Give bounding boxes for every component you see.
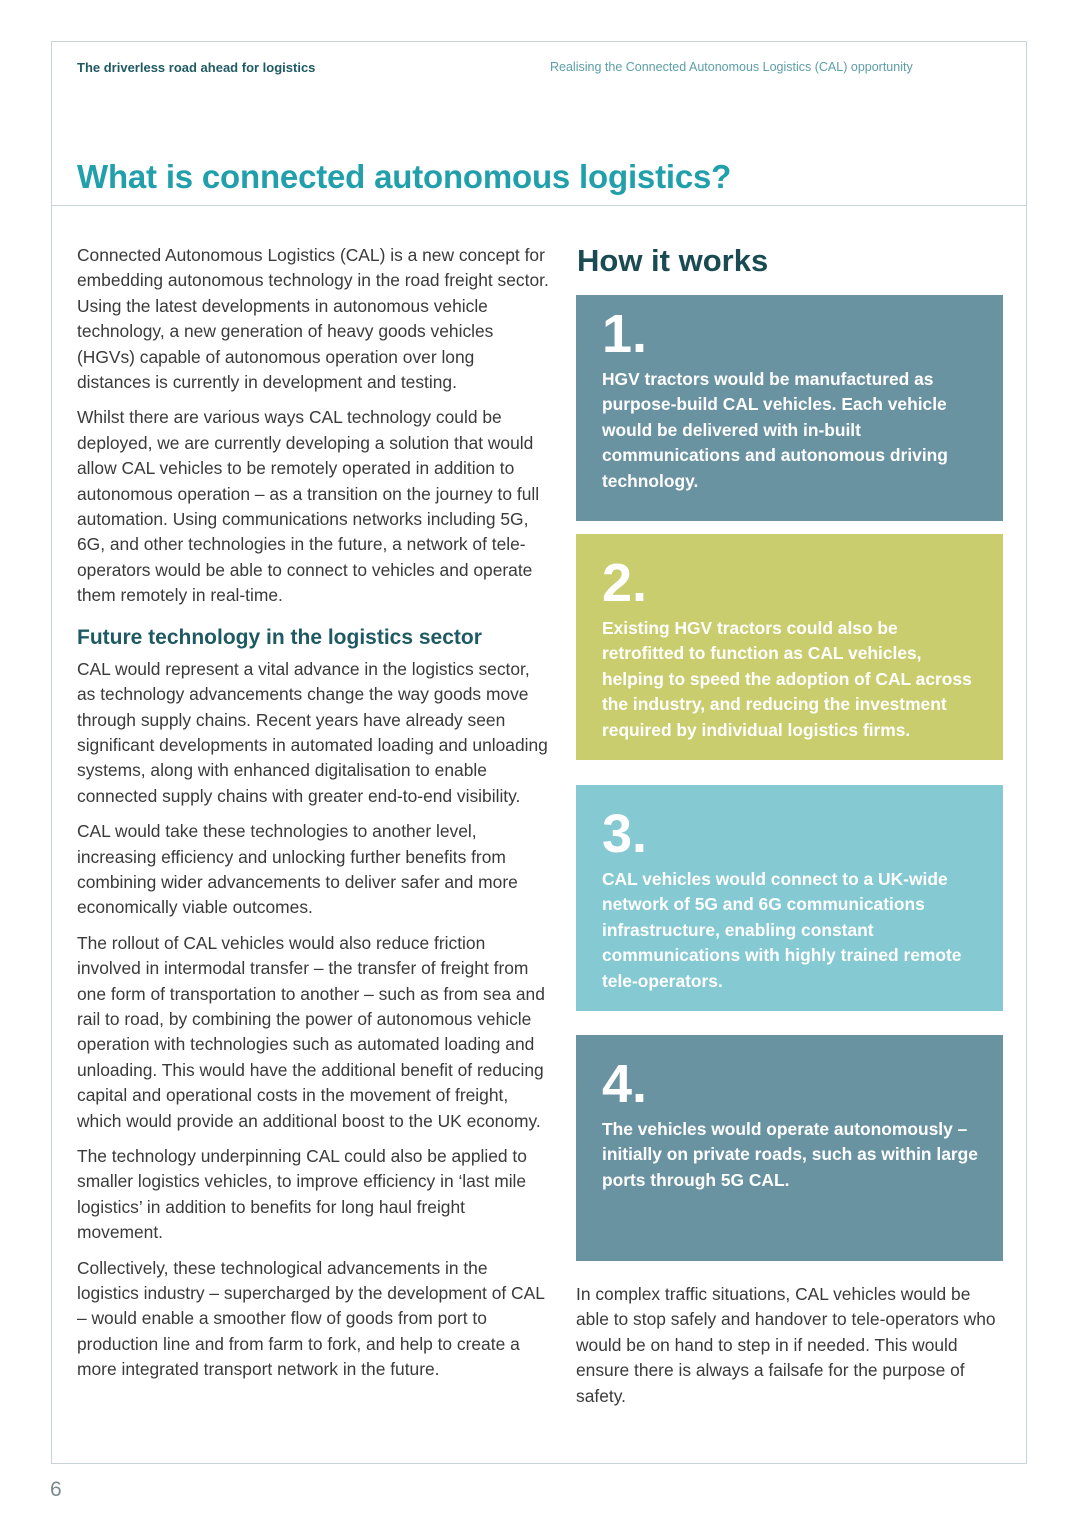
step-text: HGV tractors would be manufactured as purpose-build CAL vehicles. Each vehicle would be delivered with in-built communications and autonomous driving technology.	[602, 369, 948, 491]
paragraph: CAL would represent a vital advance in the logistics sector, as technology advancements change the way goods move through supply chains. Recent years have already seen significant developments in automated loading and unloading systems, along with enhanced digitalisation to enable connected supply chains with greater end-to-end visibility.	[77, 658, 548, 806]
step-number: 4.	[602, 1054, 648, 1114]
paragraph: Collectively, these technological advancements in the logistics industry – supercharged by the development of CAL – would enable a smoother flow of goods from port to production line and from farm to fork, and help to create a more integrated transport network in the future.	[77, 1257, 545, 1380]
safety-note: In complex traffic situations, CAL vehicles would be able to stop safely and handover to tele-operators who would be on hand to step in if needed. This would ensure there is always a failsafe for the purpose of safety.	[576, 1284, 996, 1406]
step-number: 3.	[602, 804, 648, 864]
running-header-left: The driverless road ahead for logistics	[77, 60, 316, 75]
step-number: 1.	[602, 304, 648, 364]
how-it-works-title: How it works	[577, 243, 769, 278]
paragraph: The rollout of CAL vehicles would also reduce friction involved in intermodal transfer – the transfer of freight from one form of transportation to another – such as from sea and rail to road, by combining the power of autonomous vehicle operation with technologies such as automated loading and unloading. This would have the additional benefit of reducing capital and operational costs in the movement of freight, which would provide an additional boost to the UK economy.	[77, 932, 545, 1131]
step-card-1	[576, 295, 1003, 521]
step-text: Existing HGV tractors could also be retrofitted to function as CAL vehicles, helping to speed the adoption of CAL across the industry, and reducing the investment required by individual logistics firms.	[602, 618, 972, 740]
page-title: What is connected autonomous logistics?	[77, 158, 732, 195]
left-column	[77, 243, 552, 1393]
step-card-2	[576, 534, 1003, 760]
step-text: The vehicles would operate autonomously – initially on private roads, such as within large ports through 5G CAL.	[602, 1119, 978, 1190]
page-number: 6	[50, 1478, 62, 1501]
running-header-right: Realising the Connected Autonomous Logistics (CAL) opportunity	[550, 60, 913, 74]
section-subheading: Future technology in the logistics sector	[77, 625, 482, 649]
step-number: 2.	[602, 553, 648, 613]
title-divider	[51, 205, 1027, 206]
paragraph: Whilst there are various ways CAL technology could be deployed, we are currently developing a solution that would allow CAL vehicles to be remotely operated in addition to autonomous operation – as a transition on the journey to full automation. Using communications networks including 5G, 6G, and other technologies in the future, a network of tele-operators would be able to connect to vehicles and operate them remotely in real-time.	[77, 407, 540, 606]
paragraph: The technology underpinning CAL could also be applied to smaller logistics vehicles, to improve efficiency in ‘last mile logistics’ in addition to benefits for long haul freight movement.	[77, 1146, 527, 1243]
step-card-4	[576, 1035, 1003, 1261]
step-card-3	[576, 785, 1003, 1011]
paragraph: Connected Autonomous Logistics (CAL) is a new concept for embedding autonomous technology in the road freight sector. Using the latest developments in autonomous vehicle technology, a new generation of heavy goods vehicles (HGVs) capable of autonomous operation over long distances is currently in development and testing.	[77, 245, 549, 393]
step-text: CAL vehicles would connect to a UK-wide network of 5G and 6G communications infrastructure, enabling constant communications with highly trained remote tele-operators.	[602, 869, 962, 991]
paragraph: CAL would take these technologies to another level, increasing efficiency and unlocking further benefits from combining wider advancements to deliver safer and more economically viable outcomes.	[77, 821, 518, 918]
